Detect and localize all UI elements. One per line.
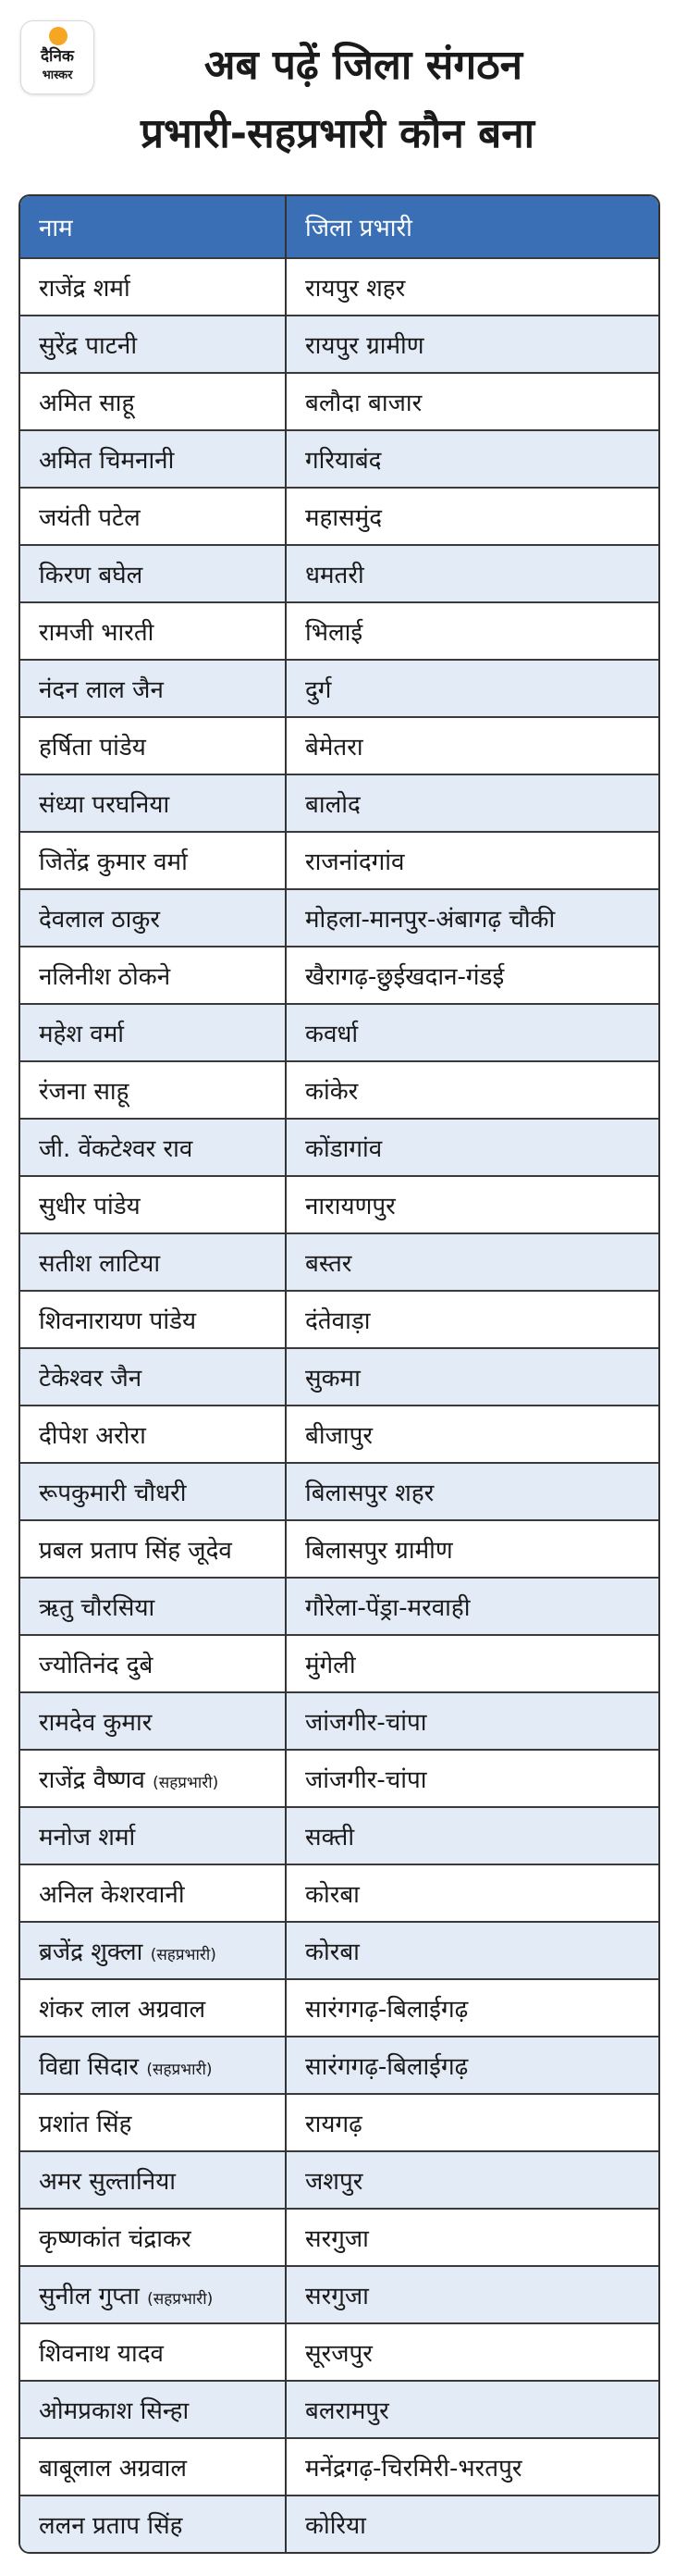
page-header [0, 0, 675, 194]
district-cell: कवर्धा [286, 1004, 658, 1061]
person-name: नंदन लाल जैन [39, 676, 164, 704]
name-cell [20, 1233, 286, 1291]
table-row [20, 2496, 658, 2552]
district-cell: बालोद [286, 774, 658, 832]
name-cell [20, 1807, 286, 1864]
district-cell: जशपुर [286, 2151, 658, 2209]
person-name: देवलाल ठाकुर [39, 906, 160, 934]
name-cell [20, 2151, 286, 2209]
person-name: अमित साहू [39, 390, 135, 417]
table-row [20, 1233, 658, 1291]
district-cell: बेमेतरा [286, 717, 658, 774]
co-incharge-label: (सहप्रभारी) [147, 2290, 214, 2309]
person-name: प्रशांत सिंह [39, 2111, 132, 2138]
name-cell [20, 1291, 286, 1348]
district-cell: जांजगीर-चांपा [286, 1692, 658, 1750]
person-name: शिवनाथ यादव [39, 2340, 164, 2368]
name-cell [20, 1864, 286, 1922]
district-cell: धमतरी [286, 545, 658, 602]
table-row [20, 258, 658, 316]
name-cell [20, 1176, 286, 1233]
name-cell [20, 1979, 286, 2037]
logo-text-line2: भास्कर [42, 68, 73, 82]
table-row [20, 2323, 658, 2381]
district-cell: राजनांदगांव [286, 832, 658, 889]
table-row [20, 1119, 658, 1176]
person-name: हर्षिता पांडेय [39, 734, 146, 762]
name-cell [20, 1692, 286, 1750]
name-cell [20, 2094, 286, 2151]
person-name: जितेंद्र कुमार वर्मा [39, 848, 188, 876]
name-cell [20, 430, 286, 488]
table-row [20, 2209, 658, 2266]
table-row [20, 1922, 658, 1979]
table-row [20, 1004, 658, 1061]
district-cell: बिलासपुर शहर [286, 1463, 658, 1520]
name-cell [20, 1348, 286, 1406]
district-cell: कांकेर [286, 1061, 658, 1119]
person-name: बाबूलाल अग्रवाल [39, 2455, 188, 2483]
person-name: दीपेश अरोरा [39, 1422, 146, 1450]
district-cell: सारंगगढ़-बिलाईगढ़ [286, 1979, 658, 2037]
name-cell [20, 1119, 286, 1176]
person-name: रामजी भारती [39, 619, 154, 647]
district-cell: बस्तर [286, 1233, 658, 1291]
district-cell: बीजापुर [286, 1406, 658, 1463]
table-row [20, 1864, 658, 1922]
district-cell: कोरबा [286, 1864, 658, 1922]
table-row [20, 832, 658, 889]
district-cell: बिलासपुर ग्रामीण [286, 1520, 658, 1578]
page-title-line1: अब पढ़ें जिला संगठन [203, 42, 523, 89]
table-row [20, 2037, 658, 2094]
name-cell [20, 1463, 286, 1520]
table-row [20, 1979, 658, 2037]
table-row [20, 1463, 658, 1520]
district-cell: कोरिया [286, 2496, 658, 2552]
person-name: सतीश लाटिया [39, 1250, 161, 1278]
table-row [20, 545, 658, 602]
table-row [20, 602, 658, 660]
person-name: शिवनारायण पांडेय [39, 1307, 197, 1335]
table-row [20, 889, 658, 947]
person-name: संध्या परघनिया [39, 791, 170, 819]
table-row [20, 1750, 658, 1807]
table-row [20, 1578, 658, 1635]
person-name: अमित चिमनानी [39, 447, 175, 475]
district-cell: सूरजपुर [286, 2323, 658, 2381]
name-cell [20, 2438, 286, 2496]
person-name: प्रबल प्रताप सिंह जूदेव [39, 1537, 232, 1565]
name-cell [20, 1635, 286, 1692]
table-row [20, 1348, 658, 1406]
name-cell [20, 1578, 286, 1635]
name-cell [20, 1406, 286, 1463]
person-name: अमर सुल्तानिया [39, 2168, 177, 2196]
district-cell: रायगढ़ [286, 2094, 658, 2151]
district-cell: सक्ती [286, 1807, 658, 1864]
column-header-district: जिला प्रभारी [286, 196, 658, 258]
name-cell [20, 2037, 286, 2094]
person-name: टेकेश्वर जैन [39, 1365, 142, 1393]
person-name: जी. वेंकटेश्वर राव [39, 1135, 193, 1163]
logo-text-line1: दैनिक [41, 47, 74, 66]
person-name: सुनील गुप्ता [39, 2283, 140, 2310]
person-name: जयंती पटेल [39, 504, 141, 532]
district-cell: सारंगगढ़-बिलाईगढ़ [286, 2037, 658, 2094]
person-name: ब्रजेंद्र शुक्ला [39, 1938, 143, 1966]
person-name: शंकर लाल अग्रवाल [39, 1996, 206, 2024]
name-cell [20, 1922, 286, 1979]
page-title-line2: प्रभारी-सहप्रभारी कौन बना [140, 110, 535, 157]
table-row [20, 1807, 658, 1864]
district-cell: जांजगीर-चांपा [286, 1750, 658, 1807]
name-cell [20, 545, 286, 602]
district-cell: कोरबा [286, 1922, 658, 1979]
table-row [20, 660, 658, 717]
person-name: रूपकुमारी चौधरी [39, 1480, 187, 1507]
name-cell [20, 660, 286, 717]
table-row [20, 1520, 658, 1578]
table-row [20, 1635, 658, 1692]
name-cell [20, 947, 286, 1004]
person-name: सुधीर पांडेय [39, 1193, 141, 1220]
name-cell [20, 2496, 286, 2552]
name-cell [20, 1520, 286, 1578]
person-name: राजेंद्र वैष्णव [39, 1766, 145, 1794]
table-row [20, 1692, 658, 1750]
person-name: ज्योतिनंद दुबे [39, 1652, 153, 1679]
person-name: ओमप्रकाश सिन्हा [39, 2397, 190, 2425]
table-row [20, 1406, 658, 1463]
name-cell [20, 2266, 286, 2323]
person-name: किरण बघेल [39, 562, 143, 589]
district-cell: कोंडागांव [286, 1119, 658, 1176]
district-cell: महासमुंद [286, 488, 658, 545]
district-cell: सुकमा [286, 1348, 658, 1406]
name-cell [20, 258, 286, 316]
person-name: मनोज शर्मा [39, 1824, 136, 1852]
table-header-row [20, 196, 658, 258]
table-body [20, 258, 658, 2552]
person-name: नलिनीश ठोकने [39, 963, 171, 991]
name-cell [20, 602, 286, 660]
district-cell: दुर्ग [286, 660, 658, 717]
district-cell: गरियाबंद [286, 430, 658, 488]
name-cell [20, 373, 286, 430]
name-cell [20, 316, 286, 373]
district-cell: बलरामपुर [286, 2381, 658, 2438]
district-cell: दंतेवाड़ा [286, 1291, 658, 1348]
name-cell [20, 2381, 286, 2438]
name-cell [20, 1004, 286, 1061]
district-cell: मनेंद्रगढ़-चिरमिरी-भरतपुर [286, 2438, 658, 2496]
district-incharge-table [18, 194, 660, 2554]
person-name: महेश वर्मा [39, 1021, 125, 1048]
name-cell [20, 717, 286, 774]
district-cell: नारायणपुर [286, 1176, 658, 1233]
table-row [20, 373, 658, 430]
name-cell [20, 488, 286, 545]
district-cell: मोहला-मानपुर-अंबागढ़ चौकी [286, 889, 658, 947]
person-name: कृष्णकांत चंद्राकर [39, 2225, 191, 2253]
table-row [20, 947, 658, 1004]
person-name: रामदेव कुमार [39, 1709, 153, 1737]
name-cell [20, 832, 286, 889]
person-name: रंजना साहू [39, 1078, 129, 1106]
table-row [20, 2266, 658, 2323]
district-cell: भिलाई [286, 602, 658, 660]
person-name: राजेंद्र शर्मा [39, 275, 130, 303]
district-cell: गौरेला-पेंड्रा-मरवाही [286, 1578, 658, 1635]
name-cell [20, 889, 286, 947]
district-cell: बलौदा बाजार [286, 373, 658, 430]
table-row [20, 1061, 658, 1119]
table-row [20, 2438, 658, 2496]
person-name: विद्या सिदार [39, 2053, 140, 2081]
co-incharge-label: (सहप्रभारी) [153, 1774, 219, 1792]
table-row [20, 2094, 658, 2151]
table-row [20, 1291, 658, 1348]
district-cell: सरगुजा [286, 2209, 658, 2266]
table-row [20, 2381, 658, 2438]
column-header-name: नाम [20, 196, 286, 258]
district-cell: खैरागढ़-छुईखदान-गंडई [286, 947, 658, 1004]
name-cell [20, 1750, 286, 1807]
name-cell [20, 2209, 286, 2266]
person-name: अनिल केशरवानी [39, 1881, 185, 1909]
table-row [20, 488, 658, 545]
table-row [20, 316, 658, 373]
name-cell [20, 2323, 286, 2381]
table-row [20, 430, 658, 488]
table-row [20, 774, 658, 832]
co-incharge-label: (सहप्रभारी) [150, 1946, 216, 1964]
person-name: सुरेंद्र पाटनी [39, 332, 138, 360]
person-name: ललन प्रताप सिंह [39, 2512, 183, 2540]
district-cell: सरगुजा [286, 2266, 658, 2323]
person-name: ऋतु चौरसिया [39, 1594, 155, 1622]
district-cell: रायपुर शहर [286, 258, 658, 316]
district-cell: रायपुर ग्रामीण [286, 316, 658, 373]
table-row [20, 717, 658, 774]
district-cell: मुंगेली [286, 1635, 658, 1692]
table-row [20, 2151, 658, 2209]
table-row [20, 1176, 658, 1233]
co-incharge-label: (सहप्रभारी) [146, 2061, 213, 2079]
name-cell [20, 774, 286, 832]
name-cell [20, 1061, 286, 1119]
